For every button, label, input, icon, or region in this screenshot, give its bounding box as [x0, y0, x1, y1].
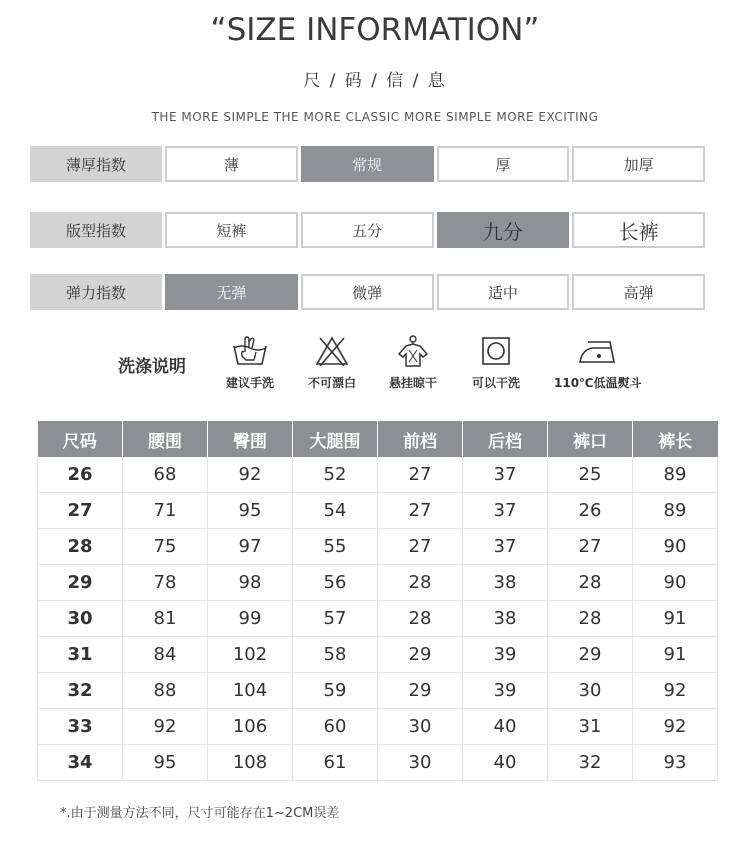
fit-index-label: 版型指数 [30, 212, 162, 248]
measurement-cell: 40 [463, 709, 548, 745]
measurement-cell: 91 [633, 637, 718, 673]
measurement-cell: 38 [463, 565, 548, 601]
tagline: THE MORE SIMPLE THE MORE CLASSIC MORE SIMPLE MORE EXCITING [151, 110, 599, 124]
size-table-column-header: 裤长 [633, 421, 718, 457]
measurement-cell: 92 [633, 673, 718, 709]
size-cell: 29 [38, 565, 123, 601]
stretch-option-moderate: 适中 [437, 274, 570, 310]
size-table [37, 421, 718, 781]
measurement-cell: 27 [378, 529, 463, 565]
size-table-column-header: 裤口 [548, 421, 633, 457]
thickness-index-label: 薄厚指数 [30, 146, 162, 182]
measurement-cell: 28 [378, 565, 463, 601]
page-subtitle: 尺 / 码 / 信 / 息 [303, 71, 447, 91]
no-bleach-icon [314, 334, 350, 368]
thickness-option-regular: 常规 [301, 146, 434, 182]
size-table-column-header: 后档 [463, 421, 548, 457]
thickness-option-thin: 薄 [165, 146, 298, 182]
measurement-cell: 27 [548, 529, 633, 565]
size-cell: 28 [38, 529, 123, 565]
measurement-cell: 90 [633, 529, 718, 565]
measurement-cell: 97 [208, 529, 293, 565]
size-cell: 33 [38, 709, 123, 745]
table-row [38, 529, 718, 565]
measurement-cell: 54 [293, 493, 378, 529]
measurement-cell: 37 [463, 493, 548, 529]
measurement-cell: 99 [208, 601, 293, 637]
measurement-cell: 95 [123, 745, 208, 781]
measurement-cell: 88 [123, 673, 208, 709]
measurement-cell: 91 [633, 601, 718, 637]
fit-index-row [30, 212, 705, 248]
measurement-cell: 29 [548, 637, 633, 673]
table-row [38, 673, 718, 709]
wash-item-dry-clean [472, 334, 520, 391]
measurement-cell: 39 [463, 637, 548, 673]
measurement-cell: 104 [208, 673, 293, 709]
size-cell: 27 [38, 493, 123, 529]
measurement-cell: 27 [378, 457, 463, 493]
measurement-cell: 32 [548, 745, 633, 781]
table-row [38, 745, 718, 781]
measurement-cell: 39 [463, 673, 548, 709]
measurement-cell: 30 [378, 745, 463, 781]
page-title: “SIZE INFORMATION” [210, 12, 540, 48]
measurement-cell: 29 [378, 673, 463, 709]
measurement-cell: 93 [633, 745, 718, 781]
measurement-cell: 58 [293, 637, 378, 673]
wash-label-hand-wash: 建议手洗 [226, 376, 275, 390]
measurement-cell: 56 [293, 565, 378, 601]
measurement-cell: 78 [123, 565, 208, 601]
wash-instructions-title: 洗涤说明 [118, 357, 186, 377]
hand-wash-icon [230, 334, 270, 368]
measurement-cell: 98 [208, 565, 293, 601]
measurement-cell: 75 [123, 529, 208, 565]
size-cell: 30 [38, 601, 123, 637]
size-table-column-header: 腰围 [123, 421, 208, 457]
measurement-cell: 71 [123, 493, 208, 529]
table-row [38, 493, 718, 529]
wash-item-hang-dry [389, 334, 437, 391]
hang-dry-icon [394, 334, 432, 368]
measurement-cell: 92 [208, 457, 293, 493]
fit-option-half-length: 五分 [301, 212, 434, 248]
iron-icon [576, 334, 620, 368]
wash-label-hang-dry: 悬挂晾干 [389, 376, 438, 390]
measurement-cell: 25 [548, 457, 633, 493]
measurement-cell: 81 [123, 601, 208, 637]
measurement-cell: 55 [293, 529, 378, 565]
measurement-cell: 38 [463, 601, 548, 637]
size-table-column-header: 大腿围 [293, 421, 378, 457]
table-row [38, 457, 718, 493]
measurement-cell: 60 [293, 709, 378, 745]
stretch-option-none: 无弹 [165, 274, 298, 310]
measurement-note: *.由于测量方法不同，尺寸可能存在1~2CM误差 [60, 806, 340, 821]
size-cell: 32 [38, 673, 123, 709]
measurement-cell: 106 [208, 709, 293, 745]
wash-label-no-bleach: 不可漂白 [308, 376, 357, 390]
size-table-column-header: 臀围 [208, 421, 293, 457]
size-table-header [38, 421, 718, 457]
fit-option-shorts: 短裤 [165, 212, 298, 248]
wash-item-no-bleach [308, 334, 356, 391]
thickness-option-extra-thick: 加厚 [572, 146, 705, 182]
fit-option-ankle-length: 九分 [437, 212, 570, 248]
measurement-cell: 37 [463, 457, 548, 493]
size-cell: 34 [38, 745, 123, 781]
stretch-index-row [30, 274, 705, 310]
measurement-cell: 61 [293, 745, 378, 781]
thickness-option-thick: 厚 [437, 146, 570, 182]
measurement-cell: 30 [378, 709, 463, 745]
wash-item-hand-wash [226, 334, 274, 391]
measurement-cell: 28 [378, 601, 463, 637]
measurement-cell: 68 [123, 457, 208, 493]
measurement-cell: 92 [633, 709, 718, 745]
measurement-cell: 40 [463, 745, 548, 781]
measurement-cell: 84 [123, 637, 208, 673]
wash-item-iron [554, 334, 642, 391]
size-cell: 26 [38, 457, 123, 493]
measurement-cell: 28 [548, 565, 633, 601]
measurement-cell: 37 [463, 529, 548, 565]
table-row [38, 601, 718, 637]
thickness-index-row [30, 146, 705, 182]
measurement-cell: 28 [548, 601, 633, 637]
size-table-column-header: 尺码 [38, 421, 123, 457]
measurement-cell: 57 [293, 601, 378, 637]
stretch-option-slight: 微弹 [301, 274, 434, 310]
measurement-cell: 90 [633, 565, 718, 601]
wash-label-iron: 110℃低温熨斗 [554, 376, 642, 390]
tumble-dry-icon [479, 334, 513, 368]
measurement-cell: 31 [548, 709, 633, 745]
stretch-index-label: 弹力指数 [30, 274, 162, 310]
measurement-cell: 89 [633, 493, 718, 529]
size-table-column-header: 前档 [378, 421, 463, 457]
measurement-cell: 30 [548, 673, 633, 709]
measurement-cell: 27 [378, 493, 463, 529]
measurement-cell: 108 [208, 745, 293, 781]
measurement-cell: 92 [123, 709, 208, 745]
measurement-cell: 29 [378, 637, 463, 673]
size-cell: 31 [38, 637, 123, 673]
measurement-cell: 89 [633, 457, 718, 493]
wash-label-dry-clean: 可以干洗 [472, 376, 521, 390]
measurement-cell: 95 [208, 493, 293, 529]
measurement-cell: 59 [293, 673, 378, 709]
table-row [38, 709, 718, 745]
stretch-option-high: 高弹 [572, 274, 705, 310]
measurement-cell: 26 [548, 493, 633, 529]
measurement-cell: 52 [293, 457, 378, 493]
table-row [38, 565, 718, 601]
fit-option-full-length: 长裤 [572, 212, 705, 248]
table-row [38, 637, 718, 673]
measurement-cell: 102 [208, 637, 293, 673]
